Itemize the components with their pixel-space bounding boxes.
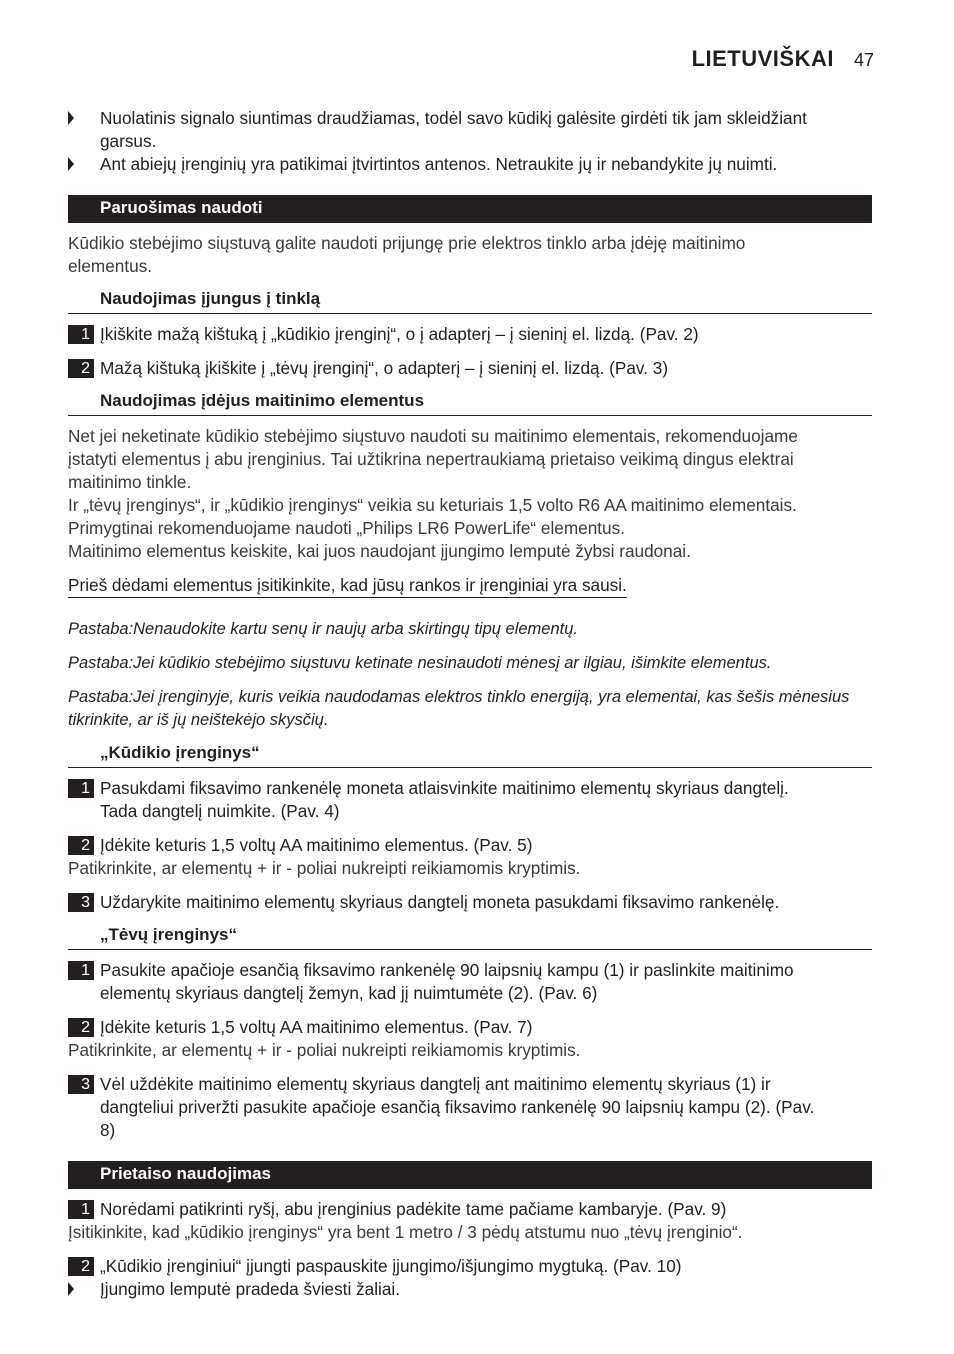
step-number: 1 — [68, 1200, 94, 1219]
intro-bullet-1-line1: Nuolatinis signalo siuntimas draudžiamas, todėl savo kūdikį galėsite girdėti tik jam skleidžiant — [100, 108, 807, 128]
prep-paragraph-line1: Kūdikio stebėjimo siųstuvą galite naudoti prijungę prie elektros tinklo arba įdėję maitinimo — [68, 233, 746, 253]
baby-step-1-line1: Pasukdami fiksavimo rankenėlę moneta atlaisvinkite maitinimo elementų skyriaus dangtelį. — [100, 778, 789, 798]
mains-step-2: Mažą kištuką įkiškite į „tėvų įrenginį“, o adapterį – į sieninį el. lizdą. (Pav. 3) — [100, 358, 669, 378]
divider — [68, 415, 872, 416]
usage-step-1: Norėdami patikrinti ryšį, abu įrenginius padėkite tame pačiame kambaryje. (Pav. 9) — [100, 1199, 727, 1219]
usage-step-2: „Kūdikio įrenginiui“ įjungti paspauskite įjungimo/išjungimo mygtuką. (Pav. 10) — [100, 1256, 682, 1276]
parent-step-1-line2: elementų skyriaus dangtelį žemyn, kad jį nuimtumėte (2). (Pav. 6) — [100, 983, 598, 1003]
baby-step-2: Įdėkite keturis 1,5 voltų AA maitinimo elementus. (Pav. 5) — [100, 835, 533, 855]
section-bar-usage — [68, 1161, 872, 1189]
intro-bullet-1-line2: garsus. — [100, 131, 157, 151]
step-number: 2 — [68, 836, 94, 855]
step-number: 1 — [68, 325, 94, 344]
dry-hands-warning: Prieš dėdami elementus įsitikinkite, kad jūsų rankos ir įrenginiai yra sausi. — [68, 575, 627, 595]
section-title: Paruošimas naudoti — [100, 198, 263, 217]
parent-step-2: Įdėkite keturis 1,5 voltų AA maitinimo elementus. (Pav. 7) — [100, 1017, 533, 1037]
batteries-line-2: įstatyti elementus į abu įrenginius. Tai užtikrina nepertraukiamą prietaiso veikimą dingus elektrai — [68, 449, 794, 469]
note-3-line1: Pastaba:Jei įrenginyje, kuris veikia naudodamas elektros tinklo energiją, yra elementai, kas šešis mėnesius — [68, 688, 850, 706]
batteries-line-4: Ir „tėvų įrenginys“, ir „kūdikio įrenginys“ veikia su keturiais 1,5 volto R6 AA maitinimo elementais. — [68, 495, 797, 515]
language-label: LIETUVIŠKAI — [691, 46, 834, 71]
subsection-title-parent-unit: „Tėvų įrenginys“ — [100, 925, 237, 944]
divider — [68, 949, 872, 950]
section-title: Prietaiso naudojimas — [100, 1164, 271, 1183]
parent-step-2-note: Patikrinkite, ar elementų + ir - poliai nukreipti reikiamomis kryptimis. — [68, 1040, 581, 1060]
parent-step-1-line1: Pasukite apačioje esančią fiksavimo rankenėlę 90 laipsnių kampu (1) ir paslinkite maitinimo — [100, 960, 794, 980]
page-number: 47 — [853, 50, 874, 70]
note-1: Pastaba:Nenaudokite kartu senų ir naujų arba skirtingų tipų elementų. — [68, 620, 578, 638]
divider — [68, 767, 872, 768]
intro-bullet-2: Ant abiejų įrenginių yra patikimai įtvirtintos antenos. Netraukite jų ir nebandykite jų nuimti. — [100, 154, 778, 174]
note-2: Pastaba:Jei kūdikio stebėjimo siųstuvu ketinate nesinaudoti mėnesį ar ilgiau, išimkite elementus. — [68, 654, 772, 672]
usage-step-1-note: Įsitikinkite, kad „kūdikio įrenginys“ yra bent 1 metro / 3 pėdų atstumu nuo „tėvų įrenginio“. — [68, 1222, 743, 1242]
step-number: 3 — [68, 893, 94, 912]
subsection-title-baby-unit: „Kūdikio įrenginys“ — [100, 743, 260, 762]
baby-step-1-line2: Tada dangtelį nuimkite. (Pav. 4) — [100, 801, 340, 821]
baby-step-3: Uždarykite maitinimo elementų skyriaus dangtelį moneta pasukdami fiksavimo rankenėlę. — [100, 892, 780, 912]
batteries-line-1: Net jei neketinate kūdikio stebėjimo siųstuvo naudoti su maitinimo elementais, rekomenduojame — [68, 426, 798, 446]
parent-step-3-line1: Vėl uždėkite maitinimo elementų skyriaus dangtelį ant maitinimo elementų skyriaus (1) ir — [100, 1074, 771, 1094]
page-header — [692, 46, 874, 72]
usage-bullet: Įjungimo lemputė pradeda šviesti žaliai. — [100, 1279, 400, 1299]
bullet-icon — [68, 157, 74, 171]
batteries-line-6: Maitinimo elementus keiskite, kai juos naudojant įjungimo lemputė žybsi raudonai. — [68, 541, 691, 561]
note-3-line2: tikrinkite, ar iš jų neištekėjo skysčių. — [68, 711, 329, 729]
step-number: 3 — [68, 1075, 94, 1094]
section-bar-preparation — [68, 195, 872, 223]
step-number: 2 — [68, 1257, 94, 1276]
step-number: 1 — [68, 779, 94, 798]
parent-step-3-line2: dangteliui priveržti pasukite apačioje esančią fiksavimo rankenėlę 90 laipsnių kampu (2). (Pav. — [100, 1097, 815, 1117]
divider — [68, 313, 872, 314]
subsection-title-mains: Naudojimas įjungus į tinklą — [100, 289, 321, 308]
mains-step-1: Įkiškite mažą kištuką į „kūdikio įrenginį“, o į adapterį – į sieninį el. lizdą. (Pav. 2) — [100, 324, 699, 344]
bullet-icon — [68, 111, 74, 125]
step-number: 2 — [68, 1018, 94, 1037]
batteries-line-3: maitinimo tinkle. — [68, 472, 192, 492]
bullet-icon — [68, 1282, 74, 1296]
batteries-line-5: Primygtinai rekomenduojame naudoti „Philips LR6 PowerLife“ elementus. — [68, 518, 625, 538]
step-number: 1 — [68, 961, 94, 980]
prep-paragraph-line2: elementus. — [68, 256, 153, 276]
parent-step-3-line3: 8) — [100, 1120, 116, 1140]
step-number: 2 — [68, 359, 94, 378]
subsection-title-batteries: Naudojimas įdėjus maitinimo elementus — [100, 391, 425, 410]
baby-step-2-note: Patikrinkite, ar elementų + ir - poliai nukreipti reikiamomis kryptimis. — [68, 858, 581, 878]
